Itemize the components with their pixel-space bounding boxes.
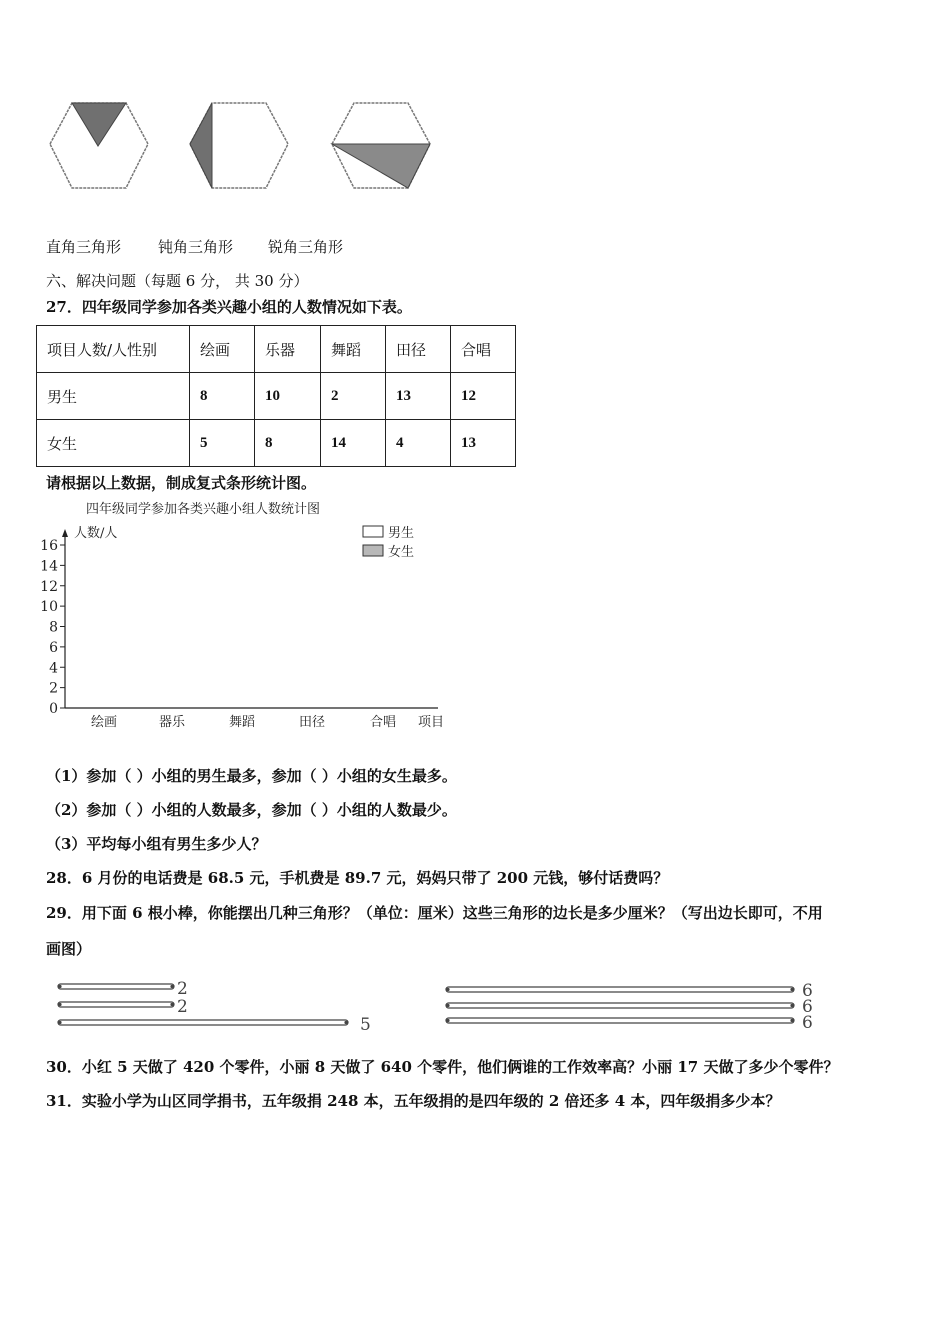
stick-right-3 — [446, 1018, 794, 1023]
stick-length: 5 — [360, 1015, 371, 1035]
chart-instruction: 请根据以上数据，制成复式条形统计图。 — [46, 474, 317, 492]
table-cell: 12 — [451, 373, 516, 420]
bar-chart — [30, 495, 470, 740]
y-tick-label: 10 — [40, 599, 58, 616]
y-ticks — [40, 538, 65, 717]
x-category-label: 绘画 — [90, 715, 118, 730]
q27-sub3: （3）平均每小组有男生多少人？ — [46, 835, 267, 853]
stick-length: 2 — [177, 997, 188, 1017]
table-cell: 女生 — [37, 420, 190, 467]
table-cell: 舞蹈 — [321, 326, 386, 373]
q29-text-line2: 画图） — [46, 940, 92, 958]
x-category-label: 合唱 — [369, 715, 397, 730]
hexagon-acute-triangle — [332, 103, 430, 188]
stick-length: 6 — [802, 997, 813, 1017]
table-header-row — [37, 326, 516, 373]
x-category-label: 田径 — [298, 715, 326, 730]
y-tick-label: 12 — [40, 578, 58, 595]
hexagon-figures — [40, 96, 440, 196]
q31-text: 31．实验小学为山区同学捐书，五年级捐 248 本，五年级捐的是四年级的 2 倍还多 4 本，四年级捐多少本？ — [46, 1092, 781, 1110]
table-cell: 5 — [190, 420, 255, 467]
q27-sub1: （1）参加（ ）小组的男生最多，参加（ ）小组的女生最多。 — [46, 767, 457, 785]
table-cell: 绘画 — [190, 326, 255, 373]
table-cell: 乐器 — [255, 326, 321, 373]
chart-ylabel: 人数/人 — [74, 526, 118, 541]
y-tick-label: 2 — [49, 680, 58, 697]
y-tick-label: 8 — [49, 619, 58, 636]
q27-sub2: （2）参加（ ）小组的人数最多，参加（ ）小组的人数最少。 — [46, 801, 457, 819]
table-cell: 14 — [321, 420, 386, 467]
table-cell: 13 — [386, 373, 451, 420]
table-cell: 10 — [255, 373, 321, 420]
table-cell: 合唱 — [451, 326, 516, 373]
stick-length: 6 — [802, 1013, 813, 1033]
stick-right-2 — [446, 1003, 794, 1008]
chart-xlabel: 项目 — [418, 715, 445, 730]
hexagon-obtuse-triangle — [190, 103, 288, 188]
shape-label-right: 直角三角形 — [46, 238, 122, 256]
legend-label: 女生 — [388, 545, 415, 560]
legend-label: 男生 — [388, 526, 415, 541]
stick-left-3 — [58, 1020, 348, 1025]
q30-text: 30．小红 5 天做了 420 个零件，小丽 8 天做了 640 个零件，他们俩谁的工作效率高？小丽 17 天做了多少个零件？ — [46, 1058, 839, 1076]
stick-length: 2 — [177, 979, 188, 999]
y-tick-label: 14 — [40, 558, 58, 575]
stick-right-1 — [446, 987, 794, 992]
x-category-label: 舞蹈 — [228, 715, 256, 730]
data-table — [36, 325, 516, 467]
y-tick-label: 16 — [40, 538, 58, 554]
table-cell: 项目人数/人性别 — [37, 326, 190, 373]
legend-swatch — [363, 526, 383, 537]
q28-text: 28．6 月份的电话费是 68.5 元，手机费是 89.7 元，妈妈只带了 200 元钱，够付话费吗？ — [46, 869, 669, 887]
y-axis-arrow — [62, 529, 68, 537]
sticks-figure — [50, 975, 830, 1037]
section-heading: 六、解决问题（每题 6 分， 共 30 分） — [46, 272, 309, 290]
chart-title: 四年级同学参加各类兴趣小组人数统计图 — [86, 502, 321, 517]
legend-swatch — [363, 545, 383, 556]
y-tick-label: 0 — [49, 701, 58, 717]
stick-left-1 — [58, 984, 174, 989]
q27-text: 27．四年级同学参加各类兴趣小组的人数情况如下表。 — [46, 298, 412, 316]
shape-label-acute: 锐角三角形 — [268, 238, 344, 256]
x-categories — [91, 714, 396, 730]
stick-length: 6 — [802, 981, 813, 1001]
table-cell: 4 — [386, 420, 451, 467]
chart-legend — [363, 525, 414, 560]
table-cell: 男生 — [37, 373, 190, 420]
table-cell: 田径 — [386, 326, 451, 373]
table-cell: 8 — [255, 420, 321, 467]
x-category-label: 器乐 — [158, 715, 186, 730]
table-cell: 13 — [451, 420, 516, 467]
table-row — [37, 420, 516, 467]
stick-left-2 — [58, 1002, 174, 1007]
y-tick-label: 4 — [49, 660, 58, 677]
shape-label-obtuse: 钝角三角形 — [158, 238, 234, 256]
table-cell: 8 — [190, 373, 255, 420]
hexagon-right-triangle — [50, 103, 148, 188]
y-tick-label: 6 — [49, 639, 58, 656]
table-row — [37, 373, 516, 420]
table-cell: 2 — [321, 373, 386, 420]
q29-text-line1: 29．用下面 6 根小棒，你能摆出几种三角形？（单位：厘米）这些三角形的边长是多少厘米？（写出边长即可，不用 — [46, 904, 823, 922]
